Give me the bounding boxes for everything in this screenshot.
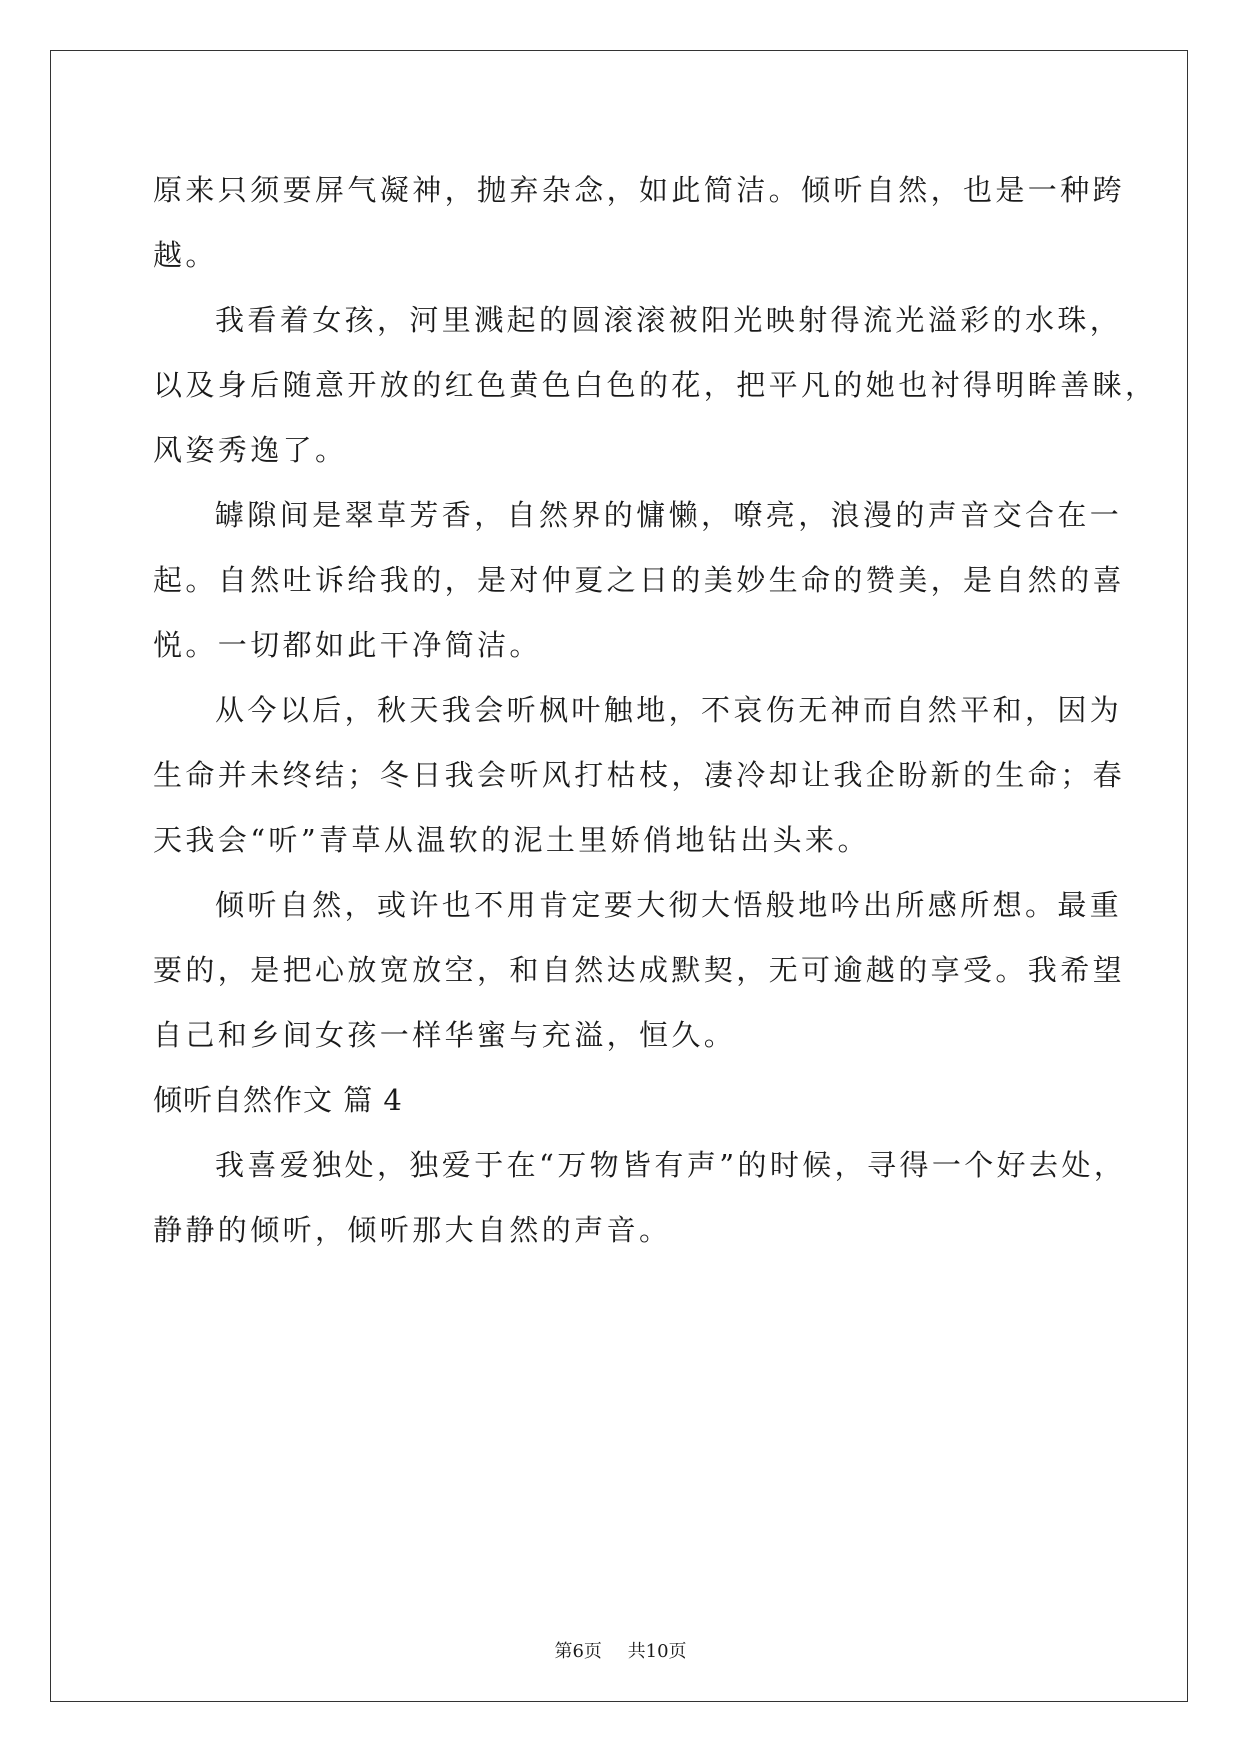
text-line: 我喜爱独处，独爱于在“万物皆有声”的时候，寻得一个好去处，: [215, 1148, 1127, 1182]
text-line: 倾听自然，或许也不用肯定要大彻大悟般地吟出所感所想。最重: [215, 888, 1123, 922]
text-line: 原来只须要屏气凝神，抛弃杂念，如此简洁。倾听自然，也是一种跨: [153, 173, 1126, 207]
text-line: 天我会“听”青草从温软的泥土里娇俏地钻出头来。: [153, 823, 870, 857]
page-total: 共10页: [627, 1641, 687, 1662]
text-line: 悦。一切都如此干净简洁。: [153, 628, 542, 662]
section-heading: 倾听自然作文 篇 4: [153, 1083, 403, 1117]
page-number: 第6页: [554, 1641, 602, 1662]
text-line: 以及身后随意开放的红色黄色白色的花，把平凡的她也衬得明眸善睐，: [153, 368, 1158, 402]
text-line: 起。自然吐诉给我的，是对仲夏之日的美妙生命的赞美，是自然的喜: [153, 563, 1126, 597]
text-line: 自己和乡间女孩一样华蜜与充溢，恒久。: [153, 1018, 737, 1052]
text-line: 要的，是把心放宽放空，和自然达成默契，无可逾越的享受。我希望: [153, 953, 1126, 987]
text-line: 生命并未终结；冬日我会听风打枯枝，凄冷却让我企盼新的生命；春: [153, 758, 1126, 792]
text-line: 罅隙间是翠草芳香，自然界的慵懒，嘹亮，浪漫的声音交合在一: [215, 498, 1123, 532]
text-line: 从今以后，秋天我会听枫叶触地，不哀伤无神而自然平和，因为: [215, 693, 1123, 727]
document-body: [153, 158, 1158, 1263]
text-line: 我看着女孩，河里溅起的圆滚滚被阳光映射得流光溢彩的水珠，: [215, 303, 1123, 337]
text-line: 静静的倾听，倾听那大自然的声音。: [153, 1213, 672, 1247]
page-footer: [0, 1637, 1241, 1663]
text-line: 风姿秀逸了。: [153, 433, 348, 467]
text-line: 越。: [153, 238, 218, 272]
